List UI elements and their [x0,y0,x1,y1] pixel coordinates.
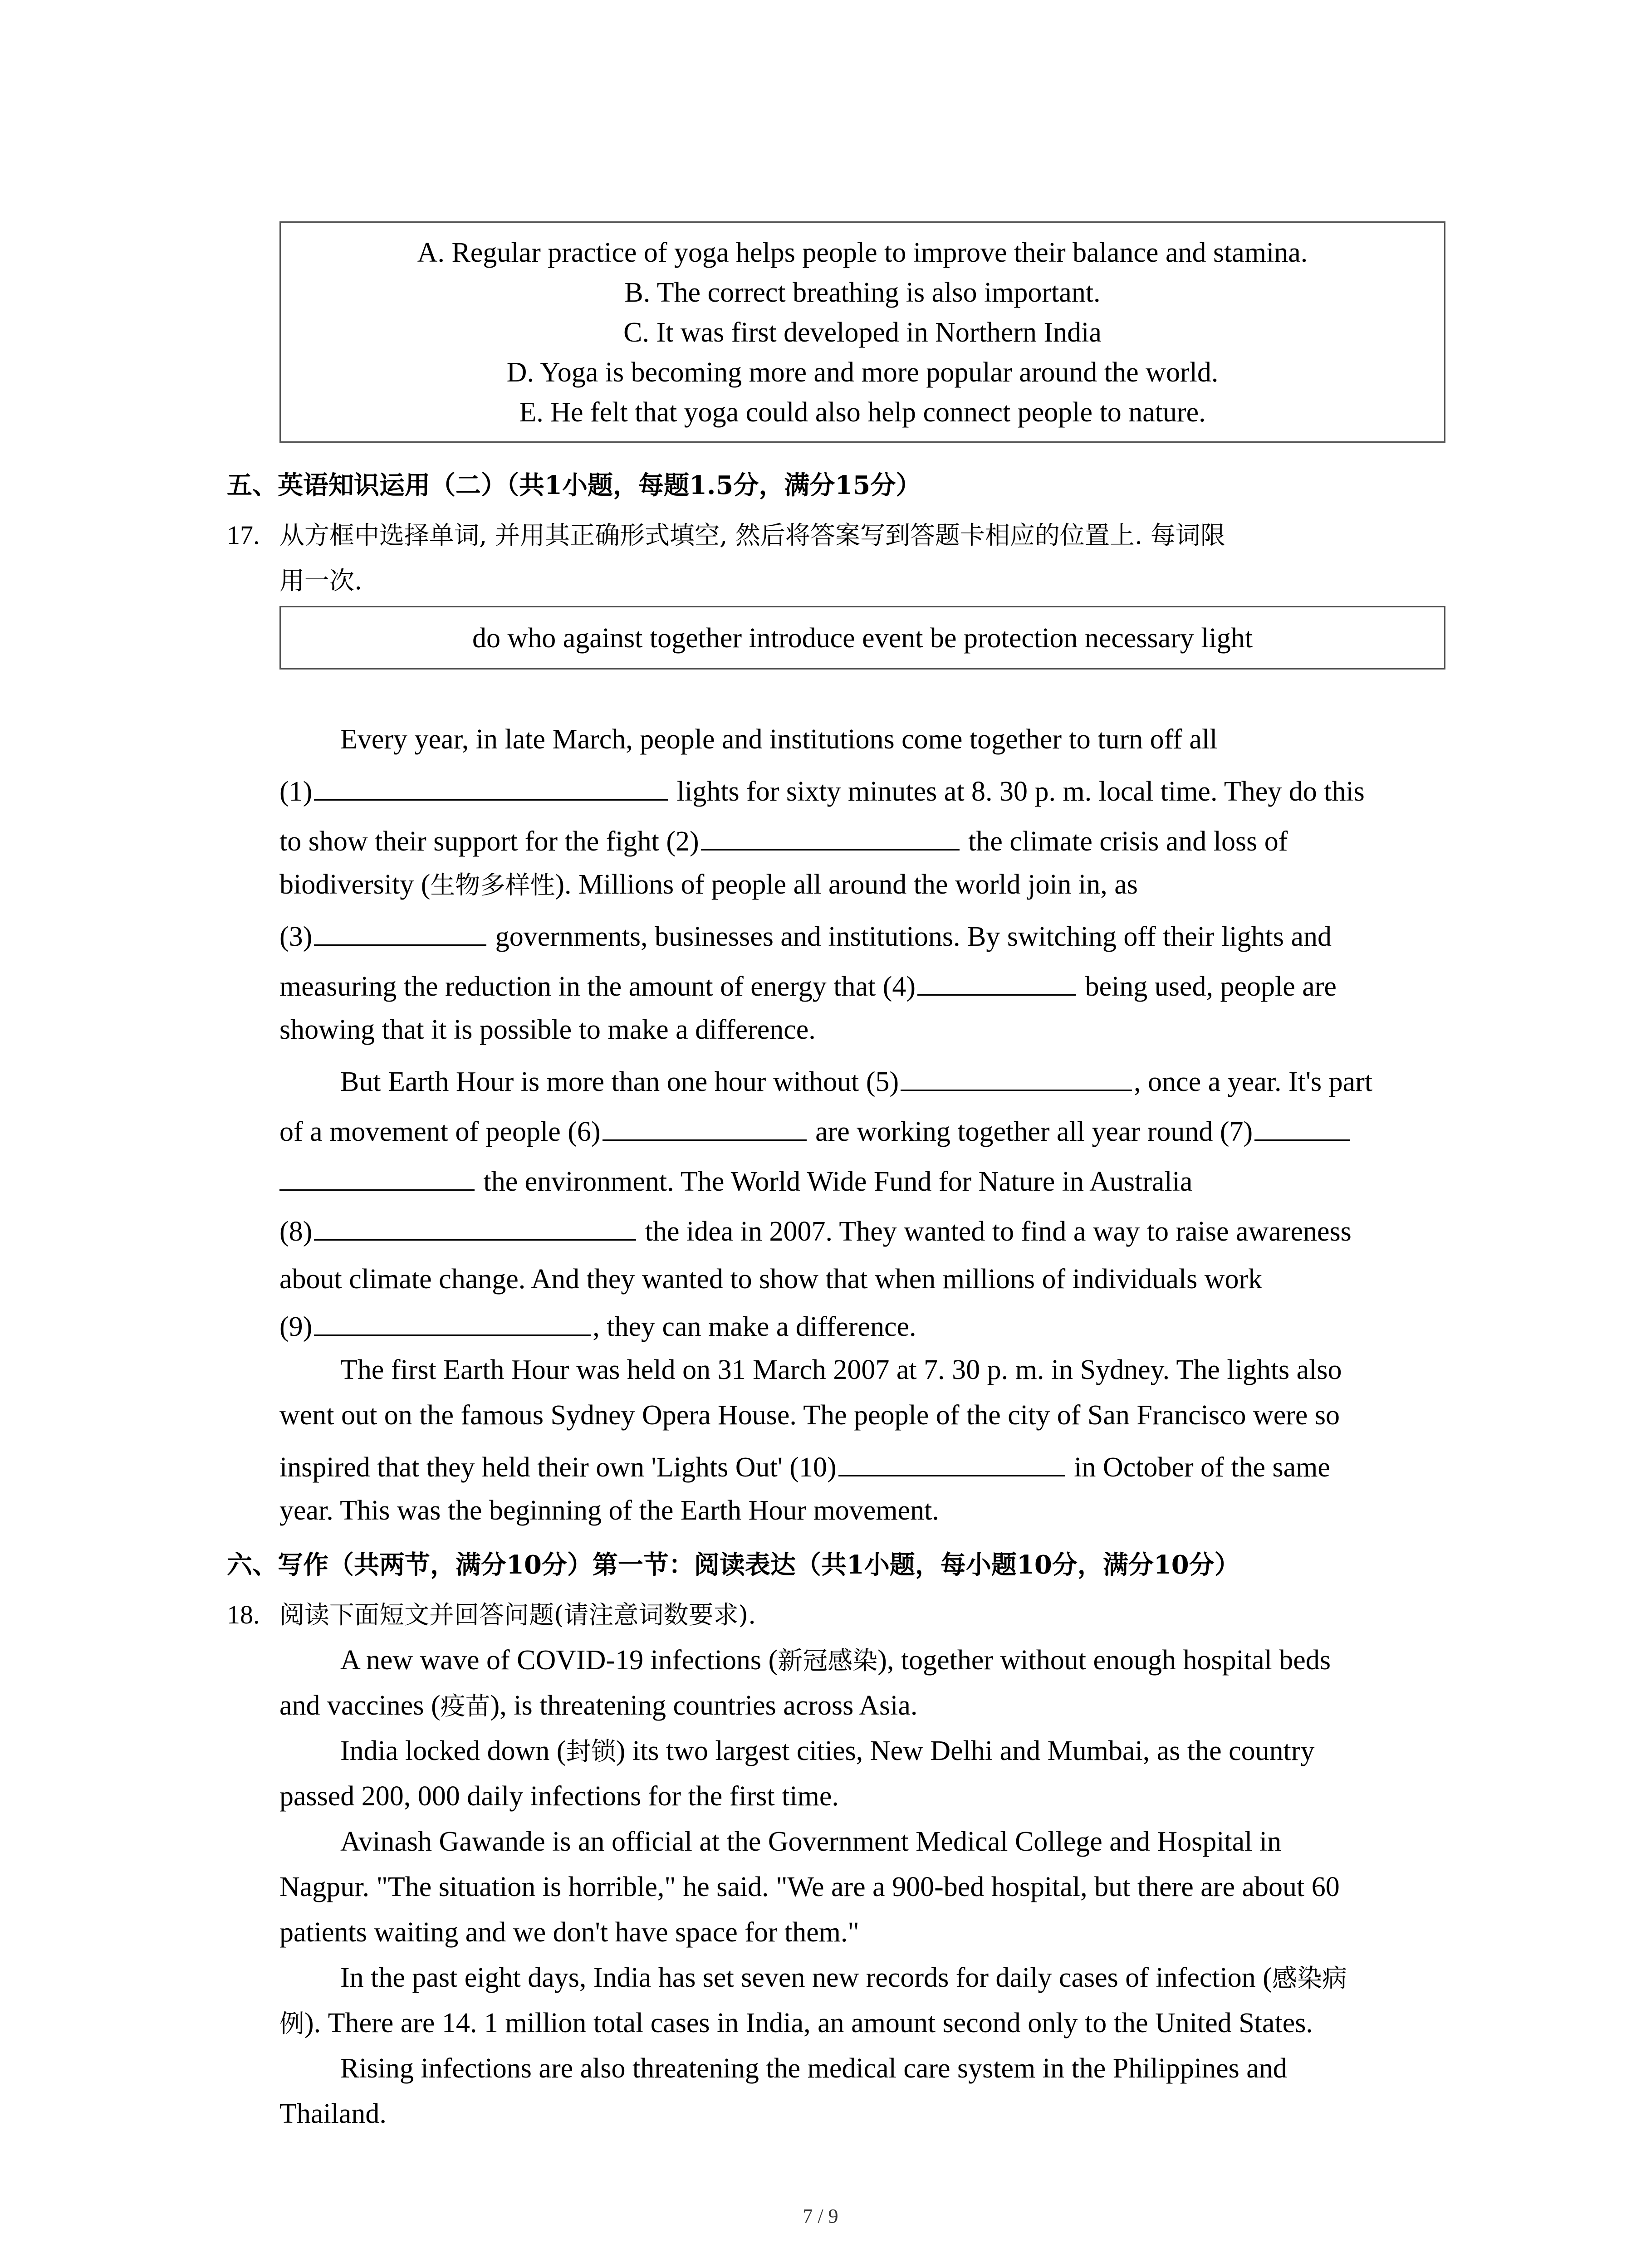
passage-text: about climate change. And they wanted to show that when millions of individuals work [279,1264,1263,1295]
passage-text: , they can make a difference. [593,1311,916,1342]
passage-line [279,866,1445,903]
passage-text: lights for sixty minutes at 8. 30 p. m. local time. They do this [670,776,1365,807]
option-b: B. The correct breathing is also important. [624,277,1101,308]
passage-line [279,1352,1506,1388]
options-box [279,221,1445,443]
passage-gloss: 例 [279,2009,305,2038]
passage-text: Avinash Gawande is an official at the Government Medical College and Hospital in [340,1826,1282,1857]
passage-text: governments, businesses and institutions. By switching off their lights and [488,921,1332,952]
passage-text: are working together all year round (7) [808,1116,1253,1147]
passage-text: ) its two largest cities, New Delhi and Mumbai, as the country [616,1735,1315,1766]
passage-text: The first Earth Hour was held on 31 March 2007 at 7. 30 p. m. in Sydney. The lights also [340,1354,1342,1385]
passage-text: Every year, in late March, people and institutions come together to turn off all [340,724,1218,755]
page-number: 7 / 9 [803,2205,838,2227]
section-6-heading: 六、写作（共两节，满分10分）第一节：阅读表达（共1小题，每小题10分，满分10分） [227,1550,1240,1580]
passage-text: Thailand. [279,2098,387,2129]
passage-text: the climate crisis and loss of [961,826,1288,857]
passage-line [279,1642,1506,1679]
passage-gloss: 新冠感染 [778,1646,878,1675]
passage-text: ). There are 14. 1 million total cases in India, an amount second only to the United States. [304,2008,1313,2038]
passage-line [279,1397,1445,1433]
passage-text: showing that it is possible to make a difference. [279,1014,816,1045]
passage-line [279,2005,1445,2042]
passage-line [279,721,1506,758]
passage-text: A new wave of COVID-19 infections ( [340,1645,778,1676]
passage-line [279,1687,1445,1724]
passage-line [279,771,1445,810]
passage-line [279,1161,1445,1200]
section-5-heading: 五、英语知识运用（二）（共1小题，每题1.5分，满分15分） [227,470,921,500]
passage-text: in October of the same [1067,1452,1330,1483]
passage-text: ), is threatening countries across Asia. [490,1690,918,1721]
blank-label-9: (9) [279,1311,313,1342]
word-bank-box [279,606,1445,670]
passage-text: patients waiting and we don't have space for them." [279,1917,859,1948]
passage-line [279,1823,1506,1860]
passage-line [279,1261,1445,1297]
answer-blank-1[interactable] [314,771,668,801]
passage-line [279,1306,1445,1345]
word-bank: do who against together introduce event be protection necessary light [472,623,1253,654]
passage-text: passed 200, 000 daily infections for the first time. [279,1781,839,1812]
answer-blank-7-continued[interactable] [279,1161,475,1191]
passage-gloss: 生物多样性 [430,870,555,899]
option-e: E. He felt that yoga could also help connect people to nature. [519,397,1206,428]
passage-text: Nagpur. "The situation is horrible," he said. "We are a 900-bed hospital, but there are about 60 [279,1872,1340,1902]
answer-blank-7[interactable] [1254,1111,1350,1141]
passage-text: year. This was the beginning of the Earth Hour movement. [279,1495,939,1526]
passage-text: Rising infections are also threatening the medical care system in the Philippines and [340,2053,1287,2084]
passage-text: and vaccines ( [279,1690,441,1721]
answer-blank-6[interactable] [603,1111,807,1141]
passage-gloss: 疫苗 [440,1691,490,1721]
passage-text: inspired that they held their own 'Lights Out' (10) [279,1452,837,1483]
passage-line [279,1061,1506,1100]
answer-blank-9[interactable] [314,1306,591,1336]
passage-text: to show their support for the fight (2) [279,826,699,857]
passage-text: of a movement of people (6) [279,1116,601,1147]
answer-blank-2[interactable] [701,821,960,850]
passage-text: biodiversity ( [279,869,431,900]
passage-line [279,821,1445,860]
passage-text: India locked down ( [340,1735,566,1766]
passage-text: the environment. The World Wide Fund for Nature in Australia [476,1166,1193,1197]
blank-label-8: (8) [279,1216,313,1247]
passage-text: ). Millions of people all around the world join in, as [555,869,1138,900]
option-c: C. It was first developed in Northern India [623,317,1102,348]
passage-gloss: 封锁 [566,1737,616,1766]
passage-line [279,1447,1445,1486]
answer-blank-10[interactable] [838,1447,1065,1476]
passage-line [279,1778,1445,1814]
passage-line [279,1914,1445,1950]
option-a: A. Regular practice of yoga helps people to improve their balance and stamina. [417,237,1308,268]
answer-blank-5[interactable] [901,1061,1132,1091]
question-17-instruction-2: 用一次. [279,566,362,595]
passage-line [279,1960,1506,1996]
blank-label-3: (3) [279,921,313,952]
passage-line [279,1111,1445,1150]
answer-blank-4[interactable] [917,966,1076,996]
passage-text: , once a year. It's part [1134,1066,1373,1097]
question-17-number: 17. [227,520,260,550]
question-18-instruction: 阅读下面短文并回答问题(请注意词数要求). [279,1600,756,1629]
passage-line [279,1869,1445,1905]
passage-line [279,1211,1445,1250]
passage-text: measuring the reduction in the amount of energy that (4) [279,971,916,1002]
passage-text: ), together without enough hospital beds [877,1645,1331,1676]
passage-text: the idea in 2007. They wanted to find a way to raise awareness [638,1216,1352,1247]
passage-line [279,2096,1445,2132]
passage-line [279,916,1445,955]
passage-text: In the past eight days, India has set seven new records for daily cases of infection ( [340,1962,1272,1993]
passage-text: But Earth Hour is more than one hour without (5) [340,1066,899,1097]
passage-line [279,1492,1445,1529]
passage-line [279,1733,1506,1769]
option-d: D. Yoga is becoming more and more popular around the world. [506,357,1219,388]
passage-line [279,1012,1445,1048]
passage-gloss: 感染病 [1272,1964,1347,1993]
question-18-number: 18. [227,1600,260,1629]
answer-blank-8[interactable] [314,1211,636,1241]
answer-blank-3[interactable] [314,916,486,946]
passage-line [279,966,1445,1005]
passage-text: being used, people are [1078,971,1337,1002]
blank-label-1: (1) [279,776,313,807]
question-17-instruction-1: 从方框中选择单词, 并用其正确形式填空, 然后将答案写到答题卡相应的位置上. 每词限 [279,521,1225,550]
passage-line [279,2050,1506,2087]
passage-text: went out on the famous Sydney Opera House. The people of the city of San Francisco were so [279,1400,1340,1431]
